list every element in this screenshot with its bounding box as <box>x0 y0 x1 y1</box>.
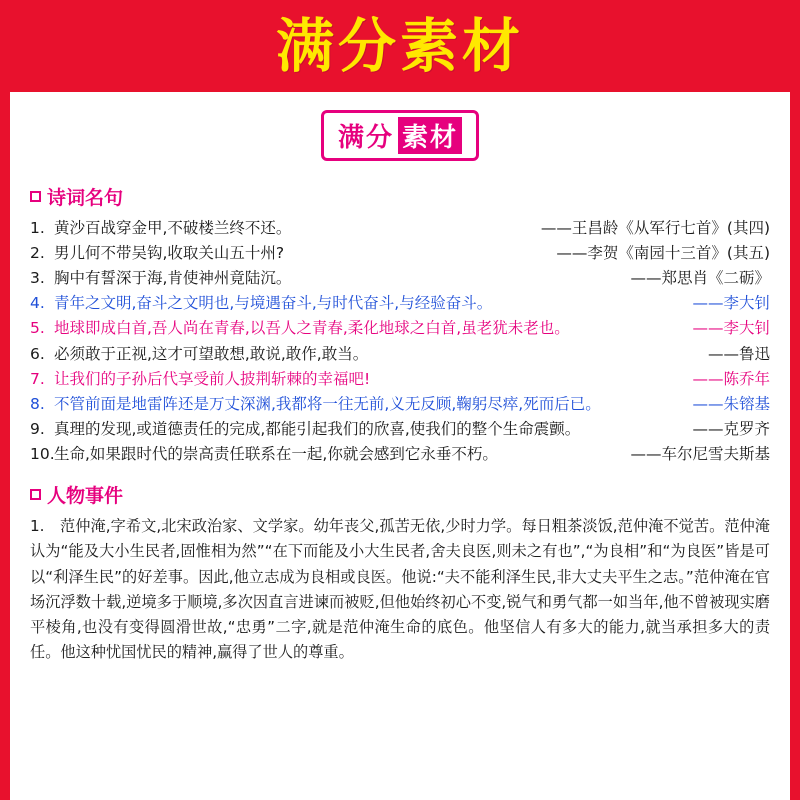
quote-number: 4. <box>30 294 45 313</box>
quote-number: 7. <box>30 369 45 388</box>
quote-number: 1. <box>30 219 45 237</box>
quote-number: 5. <box>30 319 45 338</box>
quote-text: 黄沙百战穿金甲,不破楼兰终不还。 <box>54 219 292 237</box>
quote-source: ——李贺《南园十三首》(其五) <box>556 244 770 263</box>
quote-number: 6. <box>30 344 45 363</box>
quote-text: 生命,如果跟时代的崇高责任联系在一起,你就会感到它永垂不朽。 <box>54 444 498 463</box>
quote-number: 9. <box>30 419 45 438</box>
badge-row <box>30 94 770 169</box>
list-item <box>30 417 770 442</box>
section-heading-people-label: 人物事件 <box>47 485 124 508</box>
badge-text-secondary: 素材 <box>398 117 462 154</box>
section-heading-poems <box>30 183 770 210</box>
badge-text-primary: 满分 <box>337 123 394 153</box>
square-bullet-icon <box>30 191 41 202</box>
list-item <box>30 367 770 392</box>
list-item <box>30 316 770 341</box>
quote-source: ——克罗齐 <box>692 419 770 438</box>
story-paragraph <box>30 514 770 665</box>
list-item <box>30 342 770 367</box>
quote-number: 10. <box>30 444 55 463</box>
quote-source: ——陈乔年 <box>692 369 770 388</box>
quote-source: ——王昌龄《从军行七首》(其四) <box>540 219 770 237</box>
quote-text: 让我们的子孙后代享受前人披荆斩棘的幸福吧! <box>54 369 371 388</box>
quote-text: 不管前面是地雷阵还是万丈深渊,我都将一往无前,义无反顾,鞠躬尽瘁,死而后已。 <box>54 394 601 413</box>
quote-number: 8. <box>30 394 45 413</box>
quote-source: ——李大钊 <box>692 319 770 338</box>
list-item <box>30 291 770 316</box>
quote-list <box>30 216 770 467</box>
list-item <box>30 216 770 241</box>
square-bullet-icon <box>30 489 41 500</box>
quote-source: ——鲁迅 <box>707 344 770 363</box>
section-heading-poems-label: 诗词名句 <box>47 187 124 209</box>
section-heading-people <box>30 481 770 508</box>
list-item <box>30 442 770 467</box>
quote-text: 必须敢于正视,这才可望敢想,敢说,敢作,敢当。 <box>54 344 369 363</box>
quote-number: 2. <box>30 244 45 263</box>
quote-source: ——车尔尼雪夫斯基 <box>630 444 770 463</box>
content-sheet <box>10 92 790 800</box>
top-banner <box>0 0 800 92</box>
material-badge <box>321 110 479 161</box>
quote-text: 胸中有誓深于海,肯使神州竟陆沉。 <box>54 269 292 288</box>
quote-text: 男儿何不带吴钩,收取关山五十州? <box>54 244 285 263</box>
list-item <box>30 266 770 291</box>
quote-number: 3. <box>30 269 45 288</box>
quote-text: 真理的发现,或道德责任的完成,都能引起我们的欣喜,使我们的整个生命震颤。 <box>54 419 581 438</box>
story-block <box>30 514 770 665</box>
banner-title: 满分素材 <box>275 12 524 80</box>
quote-source: ——郑思肖《二砺》 <box>630 269 770 288</box>
story-text: 范仲淹,字希文,北宋政治家、文学家。幼年丧父,孤苦无依,少时力学。每日粗茶淡饭,范仲淹不觉苦。范仲淹认为“能及大小生民者,固惟相为然”“在下而能及小大生民者,舍夫良医,则未之有也”,“为良相”和“为良医”皆是可以“利泽生民”的好差事。因此,他立志成为良相或良医。他说:“夫不能利泽生民,非大丈夫平生之志。”范仲淹在官场沉浮数十载,逆境多于顺境,多次因直言进谏而被贬,但他始终初心不变,锐气和勇气都一如当年,他不曾被现实磨平棱角,也没有变得圆滑世故,“忠勇”二字,就是范仲淹生命的底色。他坚信人有多大的能力,就当承担多大的责任。他这种忧国忧民的精神,赢得了世人的尊重。 <box>30 517 770 662</box>
list-item <box>30 392 770 417</box>
list-item <box>30 241 770 266</box>
story-number: 1. <box>30 517 45 536</box>
quote-source: ——李大钊 <box>692 294 770 313</box>
quote-source: ——朱镕基 <box>692 394 770 413</box>
quote-text: 青年之文明,奋斗之文明也,与境遇奋斗,与时代奋斗,与经验奋斗。 <box>54 294 493 313</box>
quote-text: 地球即成白首,吾人尚在青春,以吾人之青春,柔化地球之白首,虽老犹未老也。 <box>54 319 570 338</box>
